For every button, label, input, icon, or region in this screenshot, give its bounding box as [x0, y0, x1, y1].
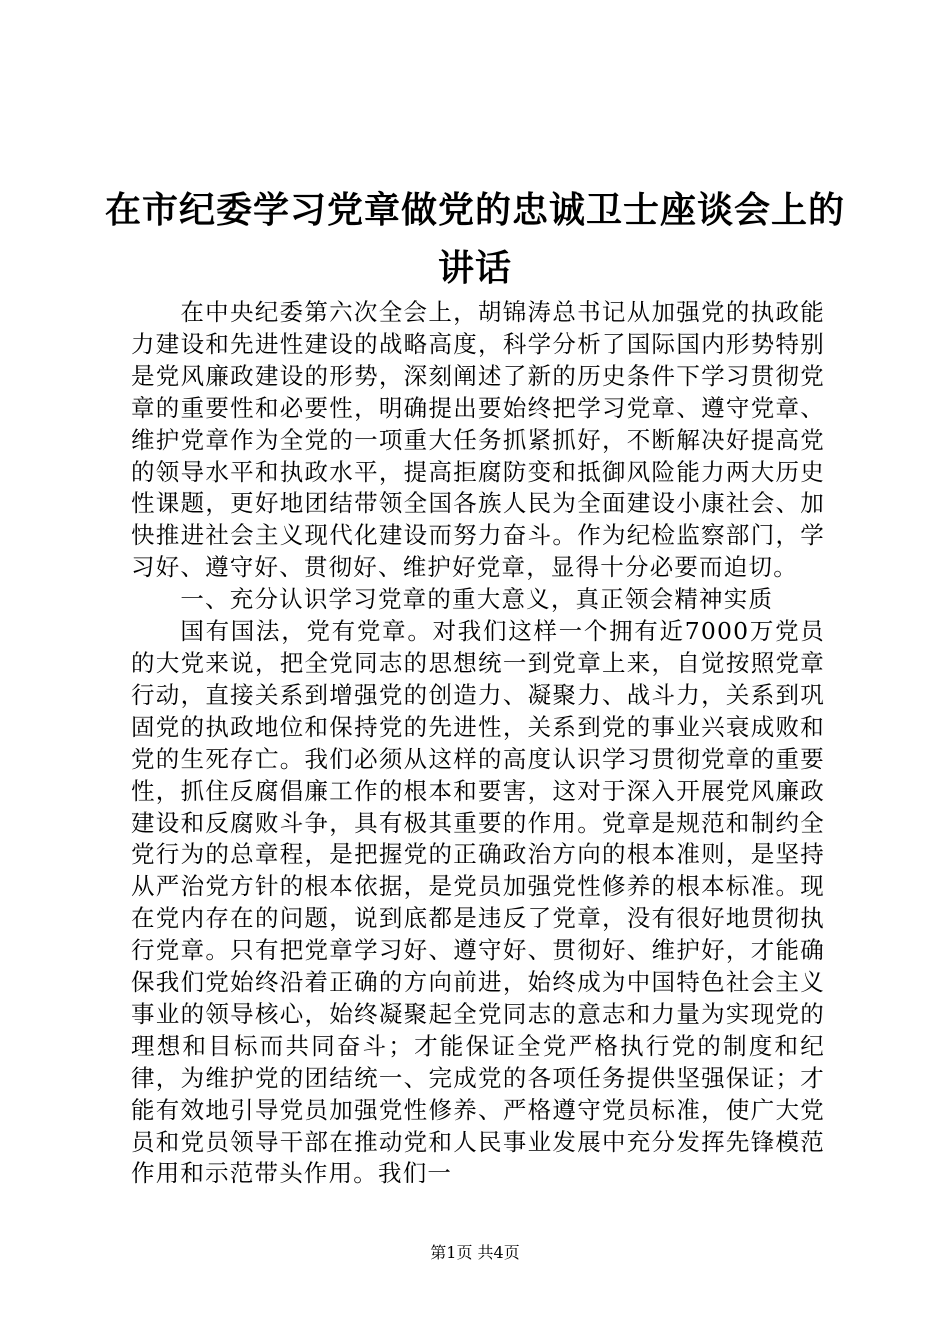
page-footer: 第1页 共4页 — [430, 1243, 520, 1262]
body-paragraph: 在中央纪委第六次全会上，胡锦涛总书记从加强党的执政能力建设和先进性建设的战略高度，科学分析了国际国内形势特别是党风廉政建设的形势，深刻阐述了新的历史条件下学习贯彻党章的重要性和必要性，明确提出要始终把学习党章、遵守党章、维护党章作为全党的一项重大任务抓紧抓好，不断解决好提高党的领导水平和执政水平，提高拒腐防变和抵御风险能力两大历史性课题，更好地团结带领全国各族人民为全面建设小康社会、加快推进社会主义现代化建设而努力奋斗。作为纪检监察部门，学习好、遵守好、贯彻好、维护好党章，显得十分必要而迫切。 — [131, 298, 825, 582]
section-heading: 一、充分认识学习党章的重大意义，真正领会精神实质 — [180, 585, 774, 614]
document-title: 在市纪委学习党章做党的忠诚卫士座谈会上的讲话 — [104, 190, 845, 289]
document-body — [131, 297, 825, 1190]
body-paragraph: 国有国法，党有党章。对我们这样一个拥有近7000万党员的大党来说，把全党同志的思想统一到党章上来，自觉按照党章行动，直接关系到增强党的创造力、凝聚力、战斗力，关系到巩固党的执政地位和保持党的先进性，关系到党的事业兴衰成败和党的生死存亡。我们必须从这样的高度认识学习贯彻党章的重要性，抓住反腐倡廉工作的根本和要害，这对于深入开展党风廉政建设和反腐败斗争，具有极其重要的作用。党章是规范和制约全党行为的总章程，是把握党的正确政治方向的根本准则，是坚持从严治党方针的根本依据，是党员加强党性修养的根本标准。现在党内存在的问题，说到底都是违反了党章，没有很好地贯彻执行党章。只有把党章学习好、遵守好、贯彻好、维护好，才能确保我们党始终沿着正确的方向前进，始终成为中国特色社会主义事业的领导核心，始终凝聚起全党同志的意志和力量为实现党的理想和目标而共同奋斗；才能保证全党严格执行党的制度和纪律，为维护党的团结统一、完成党的各项任务提供坚强保证；才能有效地引导党员加强党性修养、严格遵守党员标准，使广大党员和党员领导干部在推动党和人民事业发展中充分发挥先锋模范作用和示范带头作用。我们一 — [131, 617, 825, 1188]
